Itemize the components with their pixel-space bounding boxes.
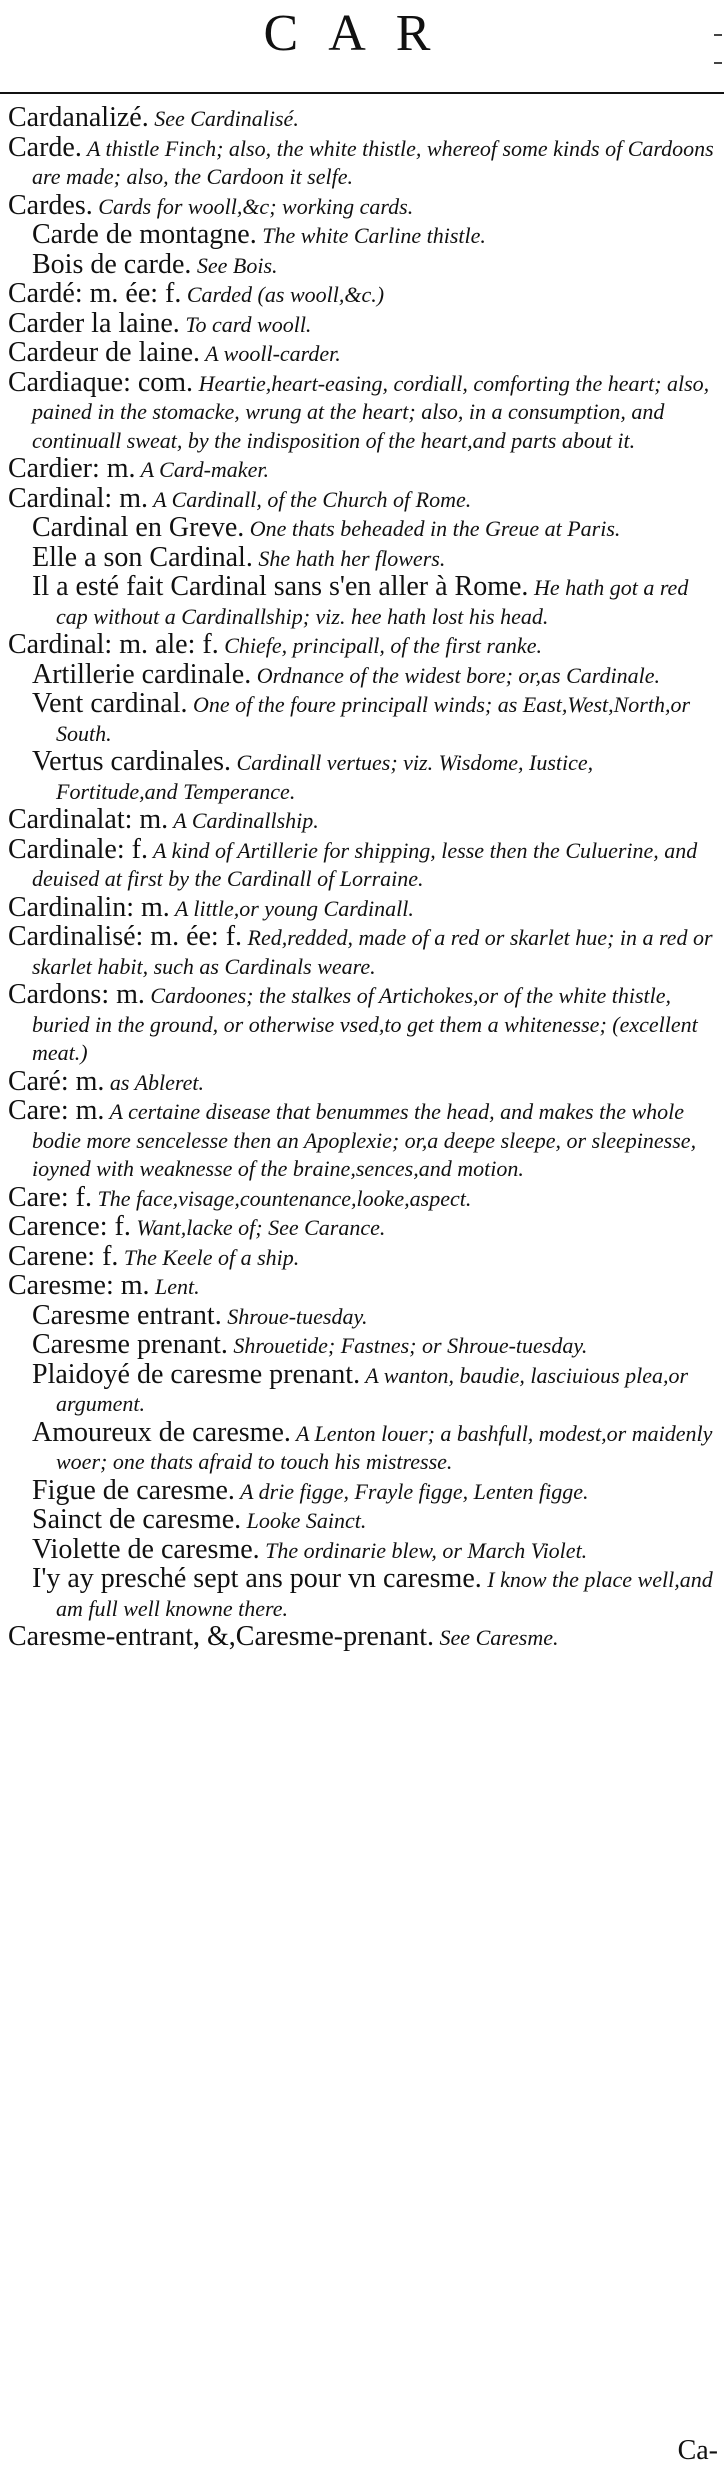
entry-definition: A little,or young Cardinall.: [169, 895, 414, 921]
dictionary-entry: [8, 104, 714, 134]
dictionary-entry: [8, 1272, 714, 1302]
dictionary-entry: [8, 189, 714, 222]
entry-definition: A certaine disease that benummes the head, and makes the whole bodie more sencelesse then an Apoplexie; or,a deepe sleepe, or sleepinesse, ioyned with weaknesse of the braine,sences,and motion.: [32, 1099, 697, 1181]
entry-definition: A Card-maker.: [135, 457, 269, 482]
entry-headword: Artillerie cardinale.: [32, 658, 252, 690]
dictionary-entry: [8, 1416, 714, 1477]
entry-definition: Cardoones; the stalkes of Artichokes,or of the white thistle, buried in the ground, or otherwise vsed,to get them a whitenesse; (excellent meat.): [32, 983, 698, 1065]
entry-definition: as Ableret.: [104, 1069, 205, 1095]
entry-headword: Caresme: m.: [8, 1270, 150, 1301]
dictionary-entry: [8, 514, 714, 544]
entry-headword: Cardanalizé.: [8, 102, 149, 133]
entry-headword: Caré: m.: [8, 1065, 105, 1097]
entry-definition: A Cardinallship.: [168, 808, 319, 833]
entry-headword: Plaidoyé de caresme prenant.: [32, 1358, 361, 1390]
entry-definition: She hath her flowers.: [252, 545, 446, 571]
entry-definition: A wanton, baudie, lasciuious plea,or argument.: [56, 1362, 689, 1416]
entry-headword: Elle a son Cardinal.: [32, 541, 253, 573]
entry-definition: A Cardinall, of the Church of Rome.: [147, 486, 472, 512]
entry-headword: Cardinale: f.: [8, 833, 148, 865]
entry-headword: Cardinal: m.: [8, 482, 148, 514]
entry-headword: Carde.: [8, 131, 82, 163]
dictionary-entry: [8, 1097, 714, 1184]
entry-list: [8, 104, 714, 1653]
entry-definition: Shrouetide; Fastnes; or Shroue-tuesday.: [227, 1333, 588, 1358]
dictionary-entry: [8, 748, 714, 806]
dictionary-entry: [8, 1331, 714, 1361]
dictionary-entry: [8, 1506, 714, 1536]
entry-definition: The ordinarie blew, or March Violet.: [259, 1537, 588, 1563]
entry-headword: Cardinalat: m.: [8, 804, 169, 835]
dictionary-entry: [8, 1213, 714, 1243]
dictionary-entry: [8, 923, 714, 981]
dictionary-entry: [8, 1533, 714, 1566]
dictionary-entry: [8, 455, 714, 485]
entry-definition: See Bois.: [191, 252, 278, 278]
entry-definition: Looke Sainct.: [241, 1508, 367, 1533]
dictionary-entry: [8, 631, 714, 661]
dictionary-entry: [8, 482, 714, 515]
entry-definition: Heartie,heart-easing, cordiall, comforting the heart; also, pained in the stomacke, wrung at the heart; also, in a consumption, and continuall sweat, by the indisposition of the heart,and parts about it.: [32, 370, 710, 453]
dictionary-entry: [8, 1358, 714, 1419]
entry-definition: See Caresme.: [434, 1625, 559, 1650]
entry-headword: Carence: f.: [8, 1211, 131, 1242]
dictionary-entry: [8, 891, 714, 924]
dictionary-entry: [8, 1181, 714, 1214]
entry-headword: Violette de caresme.: [32, 1533, 260, 1565]
entry-definition: One thats beheaded in the Greue at Paris.: [244, 516, 621, 541]
dictionary-entry: [8, 1623, 714, 1653]
entry-definition: He hath got a red cap without a Cardinallship; viz. hee hath lost his head.: [56, 575, 689, 629]
dictionary-entry: [8, 131, 714, 192]
entry-headword: Cardinalisé: m. ée: f.: [8, 921, 243, 952]
running-head: CAR: [263, 5, 461, 62]
dictionary-entry: [8, 1565, 714, 1623]
dictionary-entry: [8, 690, 714, 748]
entry-definition: Cardinall vertues; viz. Wisdome, Iustice, Fortitude,and Temperance.: [56, 750, 594, 804]
dictionary-entry: [8, 1065, 714, 1098]
entry-headword: Vertus cardinales.: [32, 746, 232, 777]
entry-headword: Figue de caresme.: [32, 1474, 235, 1506]
entry-headword: Cardiaque: com.: [8, 366, 194, 398]
entry-definition: A drie figge, Frayle figge, Lenten figge.: [234, 1478, 589, 1504]
entry-headword: Caresme entrant.: [32, 1299, 222, 1331]
entry-headword: Cardier: m.: [8, 453, 136, 484]
entry-headword: Carene: f.: [8, 1240, 119, 1272]
dictionary-entry: [8, 221, 714, 251]
entry-headword: Vent cardinal.: [32, 688, 188, 719]
entry-headword: Caresme prenant.: [32, 1329, 228, 1360]
entry-headword: Caresme-entrant, &,Caresme-prenant.: [8, 1621, 435, 1652]
catchword: Ca-: [677, 2435, 718, 2466]
entry-definition: Want,lacke of; See Carance.: [130, 1215, 386, 1240]
entry-definition: Chiefe, principall, of the first ranke.: [218, 633, 542, 658]
entry-headword: Sainct de caresme.: [32, 1504, 242, 1535]
entry-headword: Il a esté fait Cardinal sans s'en aller à Rome.: [32, 571, 529, 602]
entry-headword: Carder la laine.: [8, 307, 180, 339]
dictionary-entry: [8, 248, 714, 281]
dictionary-entry: [8, 806, 714, 836]
entry-definition: To card wooll.: [179, 311, 312, 337]
dictionary-entry: [8, 573, 714, 631]
entry-definition: Ordnance of the widest bore; or,as Cardinale.: [251, 662, 661, 688]
entry-headword: I'y ay presché sept ans pour vn caresme.: [32, 1563, 482, 1594]
entry-headword: Cardinal: m. ale: f.: [8, 629, 219, 660]
dictionary-entry: [8, 541, 714, 574]
entry-headword: Amoureux de caresme.: [32, 1416, 291, 1448]
entry-definition: A Lenton louer; a bashfull, modest,or maidenly woer; one thats afraid to touch his mistresse.: [56, 1420, 713, 1474]
entry-definition: One of the foure principall winds; as East,West,North,or South.: [56, 692, 691, 746]
dictionary-entry: [8, 1240, 714, 1273]
entry-headword: Care: f.: [8, 1181, 92, 1213]
entry-headword: Cardé: m. ée: f.: [8, 278, 182, 309]
dictionary-entry: [8, 280, 714, 310]
entry-headword: Bois de carde.: [32, 248, 192, 280]
margin-mark: [714, 62, 722, 64]
entry-definition: The face,visage,countenance,looke,aspect.: [91, 1185, 472, 1211]
entry-definition: The Keele of a ship.: [118, 1244, 300, 1270]
margin-mark: [714, 34, 722, 36]
entry-definition: Carded (as wooll,&c.): [181, 282, 385, 307]
entry-definition: Cards for wooll,&c; working cards.: [92, 193, 414, 219]
entry-headword: Cardinalin: m.: [8, 891, 170, 923]
header-rule: [0, 92, 724, 94]
dictionary-entry: [8, 833, 714, 894]
entry-headword: Cardinal en Greve.: [32, 512, 245, 543]
entry-headword: Cardes.: [8, 189, 93, 221]
dictionary-entry: [8, 1299, 714, 1332]
entry-definition: The white Carline thistle.: [256, 223, 486, 248]
dictionary-entry: [8, 981, 714, 1068]
entry-definition: I know the place well,and am full well knowne there.: [56, 1567, 713, 1621]
entry-headword: Carde de montagne.: [32, 219, 257, 250]
dictionary-entry: [8, 1474, 714, 1507]
entry-definition: A thistle Finch; also, the white thistle, whereof some kinds of Cardoons are made; also, the Cardoon it selfe.: [32, 135, 714, 189]
entry-definition: A wooll-carder.: [200, 341, 341, 366]
dictionary-entry: [8, 339, 714, 369]
dictionary-entry: [8, 307, 714, 340]
entry-headword: Cardons: m.: [8, 979, 145, 1010]
dictionary-entry: [8, 658, 714, 691]
entry-definition: Shroue-tuesday.: [221, 1303, 368, 1329]
entry-definition: Lent.: [149, 1274, 200, 1299]
entry-definition: A kind of Artillerie for shipping, lesse then the Culuerine, and deuised at first by the Cardinall of Lorraine.: [32, 837, 698, 891]
entry-headword: Care: m.: [8, 1095, 105, 1126]
entry-definition: See Cardinalisé.: [148, 106, 299, 131]
entry-definition: Red,redded, made of a red or skarlet hue; in a red or skarlet habit, such as Cardinals weare.: [32, 925, 713, 979]
entry-headword: Cardeur de laine.: [8, 337, 201, 368]
dictionary-entry: [8, 366, 714, 456]
